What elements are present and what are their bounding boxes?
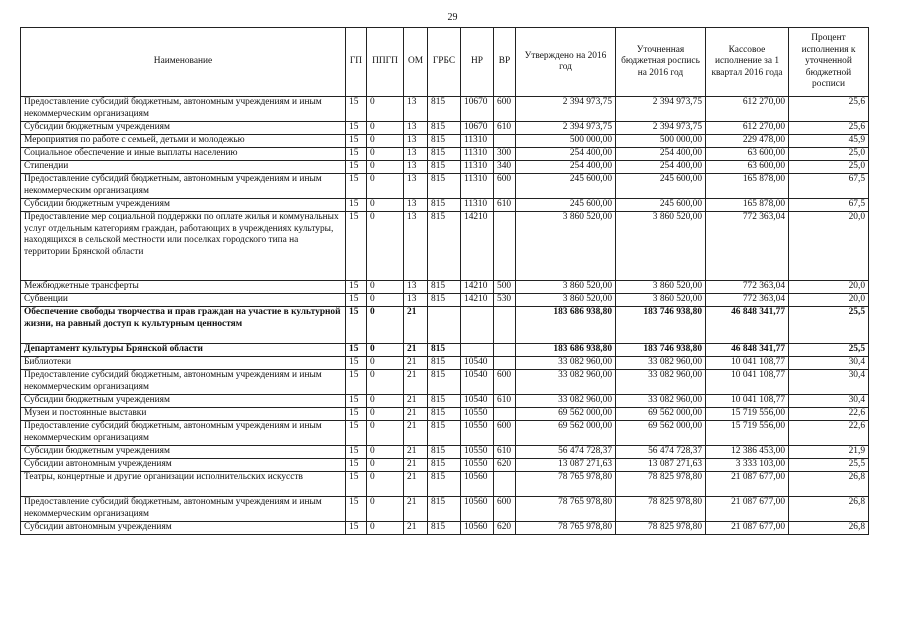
cell-gp: 15 bbox=[346, 294, 367, 307]
cell-ppgp: 0 bbox=[367, 408, 404, 421]
cell-approved: 69 562 000,00 bbox=[516, 421, 616, 446]
cell-refined: 2 394 973,75 bbox=[616, 97, 706, 122]
cell-grbs: 815 bbox=[428, 174, 461, 199]
cell-vr: 610 bbox=[494, 395, 516, 408]
cell-refined: 33 082 960,00 bbox=[616, 370, 706, 395]
header-vr: ВР bbox=[494, 28, 516, 97]
cell-gp: 15 bbox=[346, 135, 367, 148]
cell-name: Обеспечение свободы творчества и прав граждан на участие в культурной жизни, на равный доступ к культурным ценностям bbox=[21, 307, 346, 344]
table-row bbox=[21, 294, 869, 307]
cell-gp: 15 bbox=[346, 357, 367, 370]
cell-vr bbox=[494, 344, 516, 357]
table-row bbox=[21, 135, 869, 148]
cell-nr: 10560 bbox=[461, 497, 494, 522]
cell-cash: 21 087 677,00 bbox=[706, 472, 789, 497]
cell-name: Межбюджетные трансферты bbox=[21, 281, 346, 294]
cell-grbs: 815 bbox=[428, 497, 461, 522]
cell-refined: 254 400,00 bbox=[616, 161, 706, 174]
cell-ppgp: 0 bbox=[367, 370, 404, 395]
cell-percent: 67,5 bbox=[789, 174, 869, 199]
cell-gp: 15 bbox=[346, 344, 367, 357]
cell-approved: 245 600,00 bbox=[516, 199, 616, 212]
cell-om: 21 bbox=[404, 446, 428, 459]
header-grbs: ГРБС bbox=[428, 28, 461, 97]
cell-gp: 15 bbox=[346, 472, 367, 497]
cell-ppgp: 0 bbox=[367, 97, 404, 122]
cell-ppgp: 0 bbox=[367, 294, 404, 307]
cell-grbs: 815 bbox=[428, 97, 461, 122]
table-row bbox=[21, 497, 869, 522]
cell-refined: 69 562 000,00 bbox=[616, 408, 706, 421]
cell-approved: 254 400,00 bbox=[516, 148, 616, 161]
cell-gp: 15 bbox=[346, 370, 367, 395]
cell-ppgp: 0 bbox=[367, 212, 404, 281]
cell-name: Субсидии бюджетным учреждениям bbox=[21, 446, 346, 459]
cell-grbs bbox=[428, 307, 461, 344]
cell-approved: 33 082 960,00 bbox=[516, 395, 616, 408]
cell-cash: 612 270,00 bbox=[706, 122, 789, 135]
cell-nr: 10550 bbox=[461, 459, 494, 472]
header-name: Наименование bbox=[21, 28, 346, 97]
cell-refined: 78 825 978,80 bbox=[616, 497, 706, 522]
cell-nr: 11310 bbox=[461, 135, 494, 148]
cell-gp: 15 bbox=[346, 522, 367, 535]
cell-name: Предоставление мер социальной поддержки по оплате жилья и коммунальных услуг отдельным категориям граждан, работающих в учреждениях культуры, находящихся в сельской местности или поселках городского типа на территории Брянской области bbox=[21, 212, 346, 281]
cell-nr: 10670 bbox=[461, 97, 494, 122]
cell-nr: 10550 bbox=[461, 408, 494, 421]
cell-ppgp: 0 bbox=[367, 472, 404, 497]
table-row bbox=[21, 459, 869, 472]
cell-ppgp: 0 bbox=[367, 446, 404, 459]
cell-om: 13 bbox=[404, 174, 428, 199]
cell-refined: 56 474 728,37 bbox=[616, 446, 706, 459]
cell-gp: 15 bbox=[346, 446, 367, 459]
cell-om: 13 bbox=[404, 135, 428, 148]
cell-ppgp: 0 bbox=[367, 199, 404, 212]
cell-grbs: 815 bbox=[428, 135, 461, 148]
cell-vr: 620 bbox=[494, 459, 516, 472]
cell-ppgp: 0 bbox=[367, 307, 404, 344]
cell-cash: 10 041 108,77 bbox=[706, 357, 789, 370]
cell-grbs: 815 bbox=[428, 344, 461, 357]
cell-percent: 25,0 bbox=[789, 161, 869, 174]
cell-gp: 15 bbox=[346, 281, 367, 294]
cell-approved: 78 765 978,80 bbox=[516, 497, 616, 522]
cell-nr: 11310 bbox=[461, 148, 494, 161]
cell-grbs: 815 bbox=[428, 122, 461, 135]
cell-gp: 15 bbox=[346, 174, 367, 199]
cell-grbs: 815 bbox=[428, 522, 461, 535]
cell-nr: 10560 bbox=[461, 472, 494, 497]
cell-approved: 183 686 938,80 bbox=[516, 344, 616, 357]
cell-ppgp: 0 bbox=[367, 148, 404, 161]
cell-ppgp: 0 bbox=[367, 174, 404, 199]
cell-nr bbox=[461, 344, 494, 357]
cell-name: Предоставление субсидий бюджетным, автономным учреждениям и иным некоммерческим организациям bbox=[21, 421, 346, 446]
cell-refined: 3 860 520,00 bbox=[616, 212, 706, 281]
cell-gp: 15 bbox=[346, 199, 367, 212]
cell-percent: 22,6 bbox=[789, 421, 869, 446]
cell-vr: 610 bbox=[494, 199, 516, 212]
cell-gp: 15 bbox=[346, 212, 367, 281]
cell-gp: 15 bbox=[346, 408, 367, 421]
cell-nr: 11310 bbox=[461, 174, 494, 199]
cell-percent: 25,0 bbox=[789, 148, 869, 161]
cell-percent: 21,9 bbox=[789, 446, 869, 459]
table-row bbox=[21, 446, 869, 459]
table-row bbox=[21, 212, 869, 281]
cell-grbs: 815 bbox=[428, 357, 461, 370]
header-percent: Процент исполнения к уточненной бюджетной росписи bbox=[789, 28, 869, 97]
cell-refined: 13 087 271,63 bbox=[616, 459, 706, 472]
cell-ppgp: 0 bbox=[367, 522, 404, 535]
cell-name: Субсидии бюджетным учреждениям bbox=[21, 395, 346, 408]
cell-percent: 25,6 bbox=[789, 122, 869, 135]
header-refined: Уточненная бюджетная роспись на 2016 год bbox=[616, 28, 706, 97]
table-row bbox=[21, 472, 869, 497]
cell-vr: 600 bbox=[494, 174, 516, 199]
cell-grbs: 815 bbox=[428, 446, 461, 459]
cell-approved: 56 474 728,37 bbox=[516, 446, 616, 459]
cell-approved: 183 686 938,80 bbox=[516, 307, 616, 344]
cell-cash: 165 878,00 bbox=[706, 199, 789, 212]
cell-gp: 15 bbox=[346, 421, 367, 446]
cell-name: Предоставление субсидий бюджетным, автономным учреждениям и иным некоммерческим организациям bbox=[21, 97, 346, 122]
cell-cash: 612 270,00 bbox=[706, 97, 789, 122]
cell-ppgp: 0 bbox=[367, 459, 404, 472]
cell-approved: 69 562 000,00 bbox=[516, 408, 616, 421]
cell-nr: 10540 bbox=[461, 370, 494, 395]
cell-approved: 33 082 960,00 bbox=[516, 357, 616, 370]
cell-percent: 30,4 bbox=[789, 357, 869, 370]
table-row bbox=[21, 122, 869, 135]
cell-approved: 500 000,00 bbox=[516, 135, 616, 148]
cell-percent: 67,5 bbox=[789, 199, 869, 212]
cell-cash: 772 363,04 bbox=[706, 294, 789, 307]
cell-refined: 500 000,00 bbox=[616, 135, 706, 148]
table-row bbox=[21, 522, 869, 535]
cell-refined: 2 394 973,75 bbox=[616, 122, 706, 135]
table-header-row bbox=[21, 28, 869, 97]
cell-name: Музеи и постоянные выставки bbox=[21, 408, 346, 421]
cell-percent: 26,8 bbox=[789, 472, 869, 497]
cell-approved: 3 860 520,00 bbox=[516, 281, 616, 294]
cell-vr bbox=[494, 357, 516, 370]
cell-approved: 3 860 520,00 bbox=[516, 294, 616, 307]
cell-name: Театры, концертные и другие организации исполнительских искусств bbox=[21, 472, 346, 497]
cell-name: Библиотеки bbox=[21, 357, 346, 370]
cell-om: 21 bbox=[404, 421, 428, 446]
cell-grbs: 815 bbox=[428, 395, 461, 408]
cell-om: 21 bbox=[404, 357, 428, 370]
cell-om: 21 bbox=[404, 408, 428, 421]
cell-nr: 10550 bbox=[461, 446, 494, 459]
cell-vr: 600 bbox=[494, 497, 516, 522]
cell-vr: 610 bbox=[494, 122, 516, 135]
cell-cash: 46 848 341,77 bbox=[706, 307, 789, 344]
cell-refined: 183 746 938,80 bbox=[616, 307, 706, 344]
cell-grbs: 815 bbox=[428, 148, 461, 161]
header-cash: Кассовое исполнение за 1 квартал 2016 года bbox=[706, 28, 789, 97]
cell-vr: 620 bbox=[494, 522, 516, 535]
cell-name: Субсидии автономным учреждениям bbox=[21, 459, 346, 472]
cell-approved: 13 087 271,63 bbox=[516, 459, 616, 472]
cell-vr: 500 bbox=[494, 281, 516, 294]
cell-name: Субсидии бюджетным учреждениям bbox=[21, 122, 346, 135]
cell-name: Субсидии бюджетным учреждениям bbox=[21, 199, 346, 212]
cell-percent: 25,5 bbox=[789, 307, 869, 344]
cell-name: Стипендии bbox=[21, 161, 346, 174]
cell-vr: 600 bbox=[494, 370, 516, 395]
cell-vr bbox=[494, 135, 516, 148]
header-approved: Утверждено на 2016 год bbox=[516, 28, 616, 97]
cell-approved: 78 765 978,80 bbox=[516, 472, 616, 497]
cell-nr bbox=[461, 307, 494, 344]
cell-refined: 245 600,00 bbox=[616, 199, 706, 212]
cell-nr: 10550 bbox=[461, 421, 494, 446]
cell-approved: 245 600,00 bbox=[516, 174, 616, 199]
table-row bbox=[21, 97, 869, 122]
cell-om: 21 bbox=[404, 522, 428, 535]
cell-om: 21 bbox=[404, 370, 428, 395]
cell-ppgp: 0 bbox=[367, 395, 404, 408]
cell-cash: 229 478,00 bbox=[706, 135, 789, 148]
cell-refined: 78 825 978,80 bbox=[616, 472, 706, 497]
cell-cash: 3 333 103,00 bbox=[706, 459, 789, 472]
cell-ppgp: 0 bbox=[367, 357, 404, 370]
cell-grbs: 815 bbox=[428, 459, 461, 472]
cell-percent: 25,5 bbox=[789, 344, 869, 357]
cell-name: Социальное обеспечение и иные выплаты населению bbox=[21, 148, 346, 161]
cell-approved: 3 860 520,00 bbox=[516, 212, 616, 281]
cell-ppgp: 0 bbox=[367, 161, 404, 174]
cell-percent: 45,9 bbox=[789, 135, 869, 148]
cell-ppgp: 0 bbox=[367, 344, 404, 357]
cell-grbs: 815 bbox=[428, 161, 461, 174]
table-row bbox=[21, 174, 869, 199]
cell-cash: 772 363,04 bbox=[706, 212, 789, 281]
cell-cash: 63 600,00 bbox=[706, 161, 789, 174]
cell-nr: 10540 bbox=[461, 395, 494, 408]
cell-cash: 21 087 677,00 bbox=[706, 497, 789, 522]
table-row bbox=[21, 421, 869, 446]
cell-vr: 530 bbox=[494, 294, 516, 307]
cell-om: 13 bbox=[404, 212, 428, 281]
cell-approved: 78 765 978,80 bbox=[516, 522, 616, 535]
cell-refined: 3 860 520,00 bbox=[616, 294, 706, 307]
cell-gp: 15 bbox=[346, 395, 367, 408]
cell-approved: 2 394 973,75 bbox=[516, 97, 616, 122]
cell-nr: 14210 bbox=[461, 281, 494, 294]
cell-cash: 15 719 556,00 bbox=[706, 421, 789, 446]
cell-refined: 78 825 978,80 bbox=[616, 522, 706, 535]
cell-grbs: 815 bbox=[428, 212, 461, 281]
cell-ppgp: 0 bbox=[367, 497, 404, 522]
cell-grbs: 815 bbox=[428, 370, 461, 395]
table-row bbox=[21, 395, 869, 408]
cell-om: 13 bbox=[404, 148, 428, 161]
header-nr: НР bbox=[461, 28, 494, 97]
cell-percent: 25,5 bbox=[789, 459, 869, 472]
header-gp: ГП bbox=[346, 28, 367, 97]
cell-refined: 183 746 938,80 bbox=[616, 344, 706, 357]
cell-cash: 21 087 677,00 bbox=[706, 522, 789, 535]
table-row bbox=[21, 199, 869, 212]
table-row bbox=[21, 307, 869, 344]
cell-grbs: 815 bbox=[428, 294, 461, 307]
cell-name: Субсидии автономным учреждениям bbox=[21, 522, 346, 535]
cell-name: Предоставление субсидий бюджетным, автономным учреждениям и иным некоммерческим организациям bbox=[21, 174, 346, 199]
cell-refined: 245 600,00 bbox=[616, 174, 706, 199]
cell-refined: 33 082 960,00 bbox=[616, 395, 706, 408]
cell-om: 13 bbox=[404, 294, 428, 307]
cell-cash: 63 600,00 bbox=[706, 148, 789, 161]
header-om: ОМ bbox=[404, 28, 428, 97]
cell-gp: 15 bbox=[346, 459, 367, 472]
page-number: 29 bbox=[447, 12, 458, 23]
cell-vr bbox=[494, 472, 516, 497]
cell-percent: 26,8 bbox=[789, 497, 869, 522]
cell-om: 21 bbox=[404, 395, 428, 408]
table-body bbox=[21, 97, 869, 535]
cell-om: 13 bbox=[404, 281, 428, 294]
cell-vr bbox=[494, 307, 516, 344]
cell-vr: 610 bbox=[494, 446, 516, 459]
cell-vr: 300 bbox=[494, 148, 516, 161]
cell-percent: 30,4 bbox=[789, 395, 869, 408]
cell-percent: 30,4 bbox=[789, 370, 869, 395]
budget-table bbox=[20, 27, 869, 535]
cell-ppgp: 0 bbox=[367, 122, 404, 135]
cell-vr: 600 bbox=[494, 97, 516, 122]
cell-gp: 15 bbox=[346, 307, 367, 344]
table-row bbox=[21, 370, 869, 395]
table-row bbox=[21, 148, 869, 161]
cell-cash: 165 878,00 bbox=[706, 174, 789, 199]
cell-grbs: 815 bbox=[428, 408, 461, 421]
cell-om: 13 bbox=[404, 122, 428, 135]
cell-grbs: 815 bbox=[428, 421, 461, 446]
cell-name: Департамент культуры Брянской области bbox=[21, 344, 346, 357]
cell-name: Предоставление субсидий бюджетным, автономным учреждениям и иным некоммерческим организациям bbox=[21, 497, 346, 522]
cell-percent: 20,0 bbox=[789, 212, 869, 281]
cell-om: 21 bbox=[404, 472, 428, 497]
cell-nr: 10560 bbox=[461, 522, 494, 535]
table-row bbox=[21, 161, 869, 174]
cell-cash: 12 386 453,00 bbox=[706, 446, 789, 459]
cell-vr: 340 bbox=[494, 161, 516, 174]
cell-approved: 254 400,00 bbox=[516, 161, 616, 174]
cell-ppgp: 0 bbox=[367, 281, 404, 294]
cell-gp: 15 bbox=[346, 161, 367, 174]
cell-vr: 600 bbox=[494, 421, 516, 446]
cell-name: Субвенции bbox=[21, 294, 346, 307]
cell-om: 13 bbox=[404, 199, 428, 212]
cell-gp: 15 bbox=[346, 148, 367, 161]
cell-percent: 22,6 bbox=[789, 408, 869, 421]
table-row bbox=[21, 357, 869, 370]
cell-refined: 254 400,00 bbox=[616, 148, 706, 161]
cell-nr: 11310 bbox=[461, 199, 494, 212]
cell-cash: 46 848 341,77 bbox=[706, 344, 789, 357]
cell-percent: 20,0 bbox=[789, 281, 869, 294]
cell-ppgp: 0 bbox=[367, 135, 404, 148]
cell-om: 21 bbox=[404, 497, 428, 522]
cell-approved: 33 082 960,00 bbox=[516, 370, 616, 395]
cell-om: 13 bbox=[404, 161, 428, 174]
cell-refined: 3 860 520,00 bbox=[616, 281, 706, 294]
cell-ppgp: 0 bbox=[367, 421, 404, 446]
cell-cash: 10 041 108,77 bbox=[706, 370, 789, 395]
cell-vr bbox=[494, 212, 516, 281]
cell-name: Мероприятия по работе с семьей, детьми и молодежью bbox=[21, 135, 346, 148]
cell-nr: 11310 bbox=[461, 161, 494, 174]
table-row bbox=[21, 344, 869, 357]
cell-grbs: 815 bbox=[428, 281, 461, 294]
cell-gp: 15 bbox=[346, 122, 367, 135]
cell-cash: 10 041 108,77 bbox=[706, 395, 789, 408]
cell-nr: 14210 bbox=[461, 212, 494, 281]
cell-cash: 772 363,04 bbox=[706, 281, 789, 294]
cell-vr bbox=[494, 408, 516, 421]
cell-percent: 26,8 bbox=[789, 522, 869, 535]
cell-name: Предоставление субсидий бюджетным, автономным учреждениям и иным некоммерческим организациям bbox=[21, 370, 346, 395]
cell-gp: 15 bbox=[346, 97, 367, 122]
cell-nr: 10540 bbox=[461, 357, 494, 370]
cell-nr: 14210 bbox=[461, 294, 494, 307]
cell-refined: 69 562 000,00 bbox=[616, 421, 706, 446]
header-ppgp: ППГП bbox=[367, 28, 404, 97]
cell-om: 21 bbox=[404, 459, 428, 472]
cell-gp: 15 bbox=[346, 497, 367, 522]
cell-cash: 15 719 556,00 bbox=[706, 408, 789, 421]
cell-grbs: 815 bbox=[428, 199, 461, 212]
cell-refined: 33 082 960,00 bbox=[616, 357, 706, 370]
cell-grbs: 815 bbox=[428, 472, 461, 497]
table-row bbox=[21, 408, 869, 421]
cell-om: 21 bbox=[404, 344, 428, 357]
cell-om: 21 bbox=[404, 307, 428, 344]
cell-om: 13 bbox=[404, 97, 428, 122]
cell-approved: 2 394 973,75 bbox=[516, 122, 616, 135]
table-row bbox=[21, 281, 869, 294]
cell-nr: 10670 bbox=[461, 122, 494, 135]
cell-percent: 20,0 bbox=[789, 294, 869, 307]
cell-percent: 25,6 bbox=[789, 97, 869, 122]
